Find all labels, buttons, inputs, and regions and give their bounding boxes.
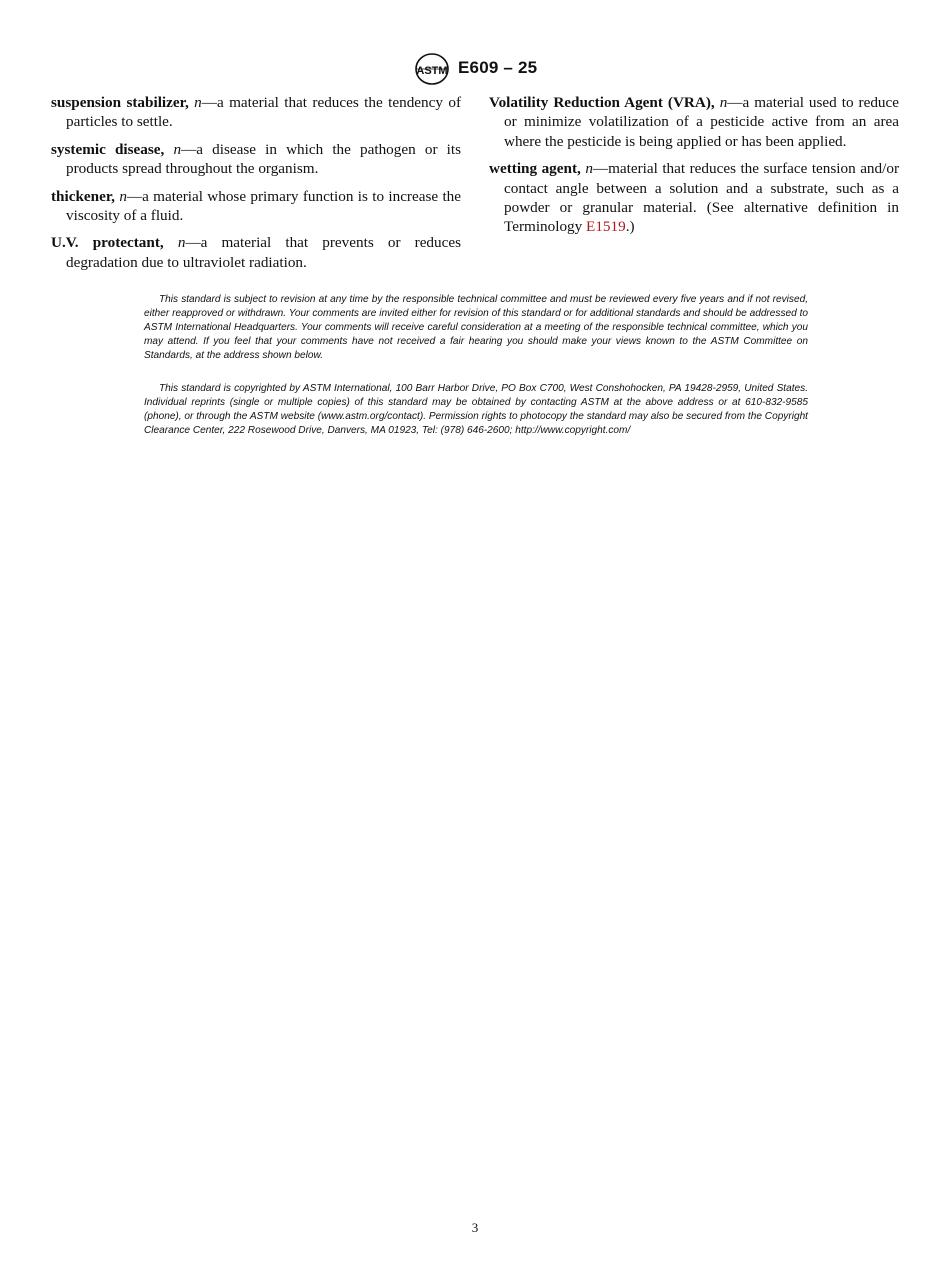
definition-entry xyxy=(51,233,461,272)
definition-term: systemic disease, xyxy=(51,140,165,158)
copyright-notice: This standard is copyrighted by ASTM International, 100 Barr Harbor Drive, PO Box C700, West Conshohocken, PA 19428-2959, United States. Individual reprints (single or multiple copies) of this standard may be obtained by contacting ASTM at the above address or at 610-832-9585 (phone), or through the ASTM website (www.astm.org/contact). Permission rights to photocopy the standard may also be secured from the Copyright Clearance Center, 222 Rosewood Drive, Danvers, MA 01923, Tel: (978) 646-2600; http://www.copyright.com/ xyxy=(144,383,808,436)
definitions-column-left xyxy=(51,93,461,280)
definition-text: —a material used to reduce or minimize volatilization of a pesticide active from an area where the pesticide is being applied or has been applied. xyxy=(504,94,899,150)
definition-term: wetting agent, xyxy=(489,160,581,178)
part-of-speech: n xyxy=(119,187,127,205)
definition-entry xyxy=(51,140,461,179)
part-of-speech: n xyxy=(719,94,728,111)
definition-entry xyxy=(489,93,899,151)
definition-term: Volatility Reduction Agent (VRA), xyxy=(489,94,715,111)
definition-term: U.V. protectant, xyxy=(51,234,164,252)
definition-text: —a disease in which the pathogen or its products spread throughout the organism. xyxy=(66,140,461,178)
definitions-column-right xyxy=(489,93,899,245)
part-of-speech: n xyxy=(585,160,593,178)
part-of-speech: n xyxy=(173,140,182,158)
definition-entry xyxy=(489,159,899,237)
part-of-speech: n xyxy=(177,234,186,252)
svg-text:ASTM: ASTM xyxy=(416,65,448,77)
definition-text-tail: .) xyxy=(625,218,635,236)
astm-logo-icon xyxy=(412,52,452,86)
definition-term: suspension stabilizer, xyxy=(51,94,189,111)
definition-text: —material that reduces the surface tension and/or contact angle between a solution and a substrate, such as a powder or granular material. (See alternative definition in Terminology xyxy=(504,160,899,236)
definition-text: —a material whose primary function is to increase the viscosity of a fluid. xyxy=(66,187,462,225)
definition-term: thickener, xyxy=(51,187,115,205)
page-number: 3 xyxy=(471,1220,479,1235)
definition-text: —a material that reduces the tendency of particles to settle. xyxy=(66,94,462,131)
standard-designation: E609 – 25 xyxy=(458,58,538,77)
terminology-link[interactable]: E1519 xyxy=(586,218,626,236)
revision-notice: This standard is subject to revision at any time by the responsible technical committee and must be reviewed every five years and if not revised, either reapproved or withdrawn. Your comments are invited either for revision of this standard or for additional standards and should be addressed to ASTM International Headquarters. Your comments will receive careful consideration at a meeting of the responsible technical committee, which you may attend. If you feel that your comments have not received a fair hearing you should make your views known to the ASTM Committee on Standards, at the address shown below. xyxy=(144,294,808,361)
definition-text: —a material that prevents or reduces degradation due to ultraviolet radiation. xyxy=(66,234,462,271)
part-of-speech: n xyxy=(194,94,202,111)
definition-entry xyxy=(51,93,461,132)
definition-entry xyxy=(51,187,461,226)
page-header xyxy=(0,52,950,86)
